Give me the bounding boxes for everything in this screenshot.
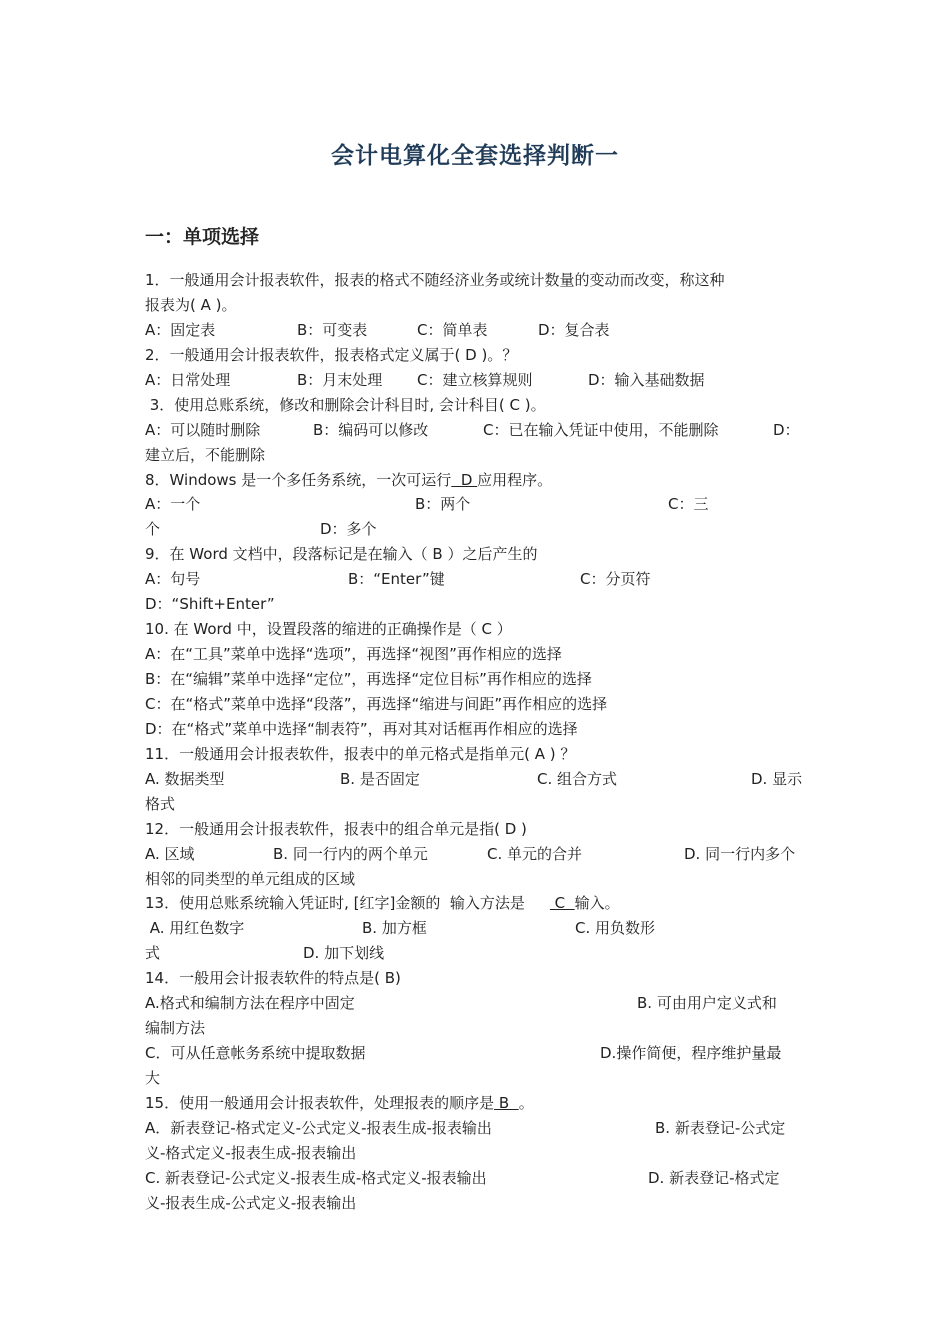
stem-text: 15．使用一般通用会计报表软件，处理报表的顺序是 bbox=[145, 1093, 495, 1112]
option-b: B：可变表 bbox=[297, 320, 368, 339]
option-c: C：已在输入凭证中使用，不能删除 bbox=[483, 420, 719, 439]
question-13-stem bbox=[145, 891, 810, 916]
option-c: C：三 bbox=[668, 495, 709, 514]
question-1-stem-line-1: 1．一般通用会计报表软件，报表的格式不随经济业务或统计数量的变动而改变，称这种 bbox=[145, 271, 725, 289]
option-a: A. 数据类型 bbox=[145, 769, 225, 788]
option-c: C：简单表 bbox=[417, 320, 488, 339]
option-c: C：分页符 bbox=[580, 570, 651, 589]
question-10-stem: 10. 在 Word 中，设置段落的缩进的正确操作是（ C ） bbox=[145, 620, 512, 639]
question-10-option-c: C：在“格式”菜单中选择“段落”，再选择“缩进与间距”再作相应的选择 bbox=[145, 694, 608, 713]
question-14-options-wrap: 编制方法 bbox=[145, 1019, 206, 1038]
question-1-options bbox=[145, 318, 810, 343]
option-d: D：输入基础数据 bbox=[588, 370, 705, 389]
option-c: C. 用负数形 bbox=[575, 919, 656, 938]
question-list bbox=[145, 268, 810, 1216]
option-a: A：固定表 bbox=[145, 320, 216, 339]
question-2-options bbox=[145, 368, 810, 393]
question-15-options-2 bbox=[145, 1166, 810, 1191]
question-15-stem bbox=[145, 1091, 810, 1116]
option-a: A. 区域 bbox=[145, 844, 195, 863]
question-3-stem: 3．使用总账系统，修改和删除会计科目时, 会计科目( C )。 bbox=[145, 395, 546, 414]
option-a: A.格式和编制方法在程序中固定 bbox=[145, 994, 355, 1013]
option-b: B：月末处理 bbox=[297, 370, 383, 389]
question-8-options-wrap bbox=[145, 517, 810, 542]
question-11-options bbox=[145, 767, 810, 792]
option-d: D. 加下划线 bbox=[303, 944, 385, 963]
question-8-stem bbox=[145, 468, 810, 493]
stem-text: 8．Windows 是一个多任务系统，一次可运行 bbox=[145, 470, 452, 489]
option-c: C．可从任意帐务系统中提取数据 bbox=[145, 1044, 366, 1063]
question-10-option-b: B：在“编辑”菜单中选择“定位”，再选择“定位目标”再作相应的选择 bbox=[145, 670, 592, 688]
question-12-stem: 12．一般通用会计报表软件，报表中的组合单元是指( D ) bbox=[145, 819, 527, 838]
question-9-options bbox=[145, 567, 810, 592]
question-11-options-wrap: 格式 bbox=[145, 794, 176, 813]
option-c: C：建立核算规则 bbox=[417, 370, 533, 389]
stem-text: 13．使用总账系统输入凭证时, [红字]金额的 输入方法是 bbox=[145, 894, 525, 913]
option-b: B. 是否固定 bbox=[340, 769, 420, 788]
question-9-stem: 9．在 Word 文档中，段落标记是在输入（ B ）之后产生的 bbox=[145, 545, 538, 564]
question-13-options bbox=[145, 916, 810, 941]
option-a: A：日常处理 bbox=[145, 370, 231, 389]
option-b: B. 加方框 bbox=[362, 919, 427, 938]
option-b: B：两个 bbox=[415, 495, 471, 514]
question-9-option-d: D：“Shift+Enter” bbox=[145, 595, 275, 614]
option-c-wrap: 式 bbox=[145, 944, 161, 963]
option-a: A：一个 bbox=[145, 495, 201, 514]
question-12-options bbox=[145, 842, 810, 867]
question-8-options bbox=[145, 492, 810, 517]
question-14-options-2-wrap: 大 bbox=[145, 1069, 161, 1087]
stem-text-end: 输入。 bbox=[574, 894, 620, 913]
question-10-option-a: A：在“工具”菜单中选择“选项”，再选择“视图”再作相应的选择 bbox=[145, 645, 562, 664]
answer-blank: C bbox=[549, 894, 575, 913]
option-c: C. 新表登记-公式定义-报表生成-格式定义-报表输出 bbox=[145, 1168, 487, 1187]
option-a: A．新表登记-格式定义-公式定义-报表生成-报表输出 bbox=[145, 1118, 492, 1137]
question-3-options-wrap: 建立后，不能删除 bbox=[145, 445, 266, 464]
question-3-options bbox=[145, 418, 810, 443]
option-b: B：“Enter”键 bbox=[348, 570, 445, 589]
option-c: C. 组合方式 bbox=[537, 769, 618, 788]
option-d: D. 新表登记-格式定 bbox=[648, 1168, 780, 1187]
question-11-stem: 11．一般通用会计报表软件，报表中的单元格式是指单元( A ) ？ bbox=[145, 744, 576, 763]
question-2-stem: 2．一般通用会计报表软件，报表格式定义属于( D )。？ bbox=[145, 345, 518, 364]
option-a: A. 用红色数字 bbox=[145, 919, 245, 938]
option-d: D. 同一行内多个 bbox=[684, 844, 796, 863]
option-b: B. 可由用户定义式和 bbox=[637, 994, 777, 1013]
option-a: A：句号 bbox=[145, 570, 201, 589]
section-heading: 一：单项选择 bbox=[145, 226, 260, 248]
question-15-options-wrap: 义-格式定义-报表生成-报表输出 bbox=[145, 1143, 357, 1162]
stem-text-end: 应用程序。 bbox=[477, 470, 553, 489]
answer-blank: D bbox=[451, 470, 478, 489]
question-14-options-2 bbox=[145, 1041, 810, 1066]
document-title: 会计电算化全套选择判断一 bbox=[331, 143, 619, 169]
option-b: B：编码可以修改 bbox=[313, 420, 429, 439]
option-d: D.操作简便，程序维护量最 bbox=[600, 1044, 782, 1063]
answer-blank: B bbox=[494, 1093, 519, 1112]
option-b: B. 同一行内的两个单元 bbox=[273, 844, 428, 863]
question-10-option-d: D：在“格式”菜单中选择“制表符”，再对其对话框再作相应的选择 bbox=[145, 719, 578, 738]
option-d: D：多个 bbox=[320, 520, 377, 539]
question-15-options-2-wrap: 义-报表生成-公式定义-报表输出 bbox=[145, 1193, 357, 1212]
question-14-options bbox=[145, 991, 810, 1016]
option-d: D：复合表 bbox=[538, 320, 610, 339]
question-15-options bbox=[145, 1116, 810, 1141]
question-14-stem: 14．一般用会计报表软件的特点是( B) bbox=[145, 969, 401, 988]
stem-text-end: 。 bbox=[518, 1093, 534, 1112]
option-c-wrap: 个 bbox=[145, 520, 161, 539]
option-b: B. 新表登记-公式定 bbox=[655, 1118, 786, 1137]
question-1-stem-line-2: 报表为( A )。 bbox=[145, 295, 237, 314]
option-d: D. 显示 bbox=[751, 769, 803, 788]
question-12-options-wrap: 相邻的同类型的单元组成的区域 bbox=[145, 869, 356, 888]
option-d: D： bbox=[773, 420, 800, 439]
option-a: A：可以随时删除 bbox=[145, 420, 261, 439]
question-13-options-wrap bbox=[145, 941, 810, 966]
option-c: C. 单元的合并 bbox=[487, 844, 583, 863]
